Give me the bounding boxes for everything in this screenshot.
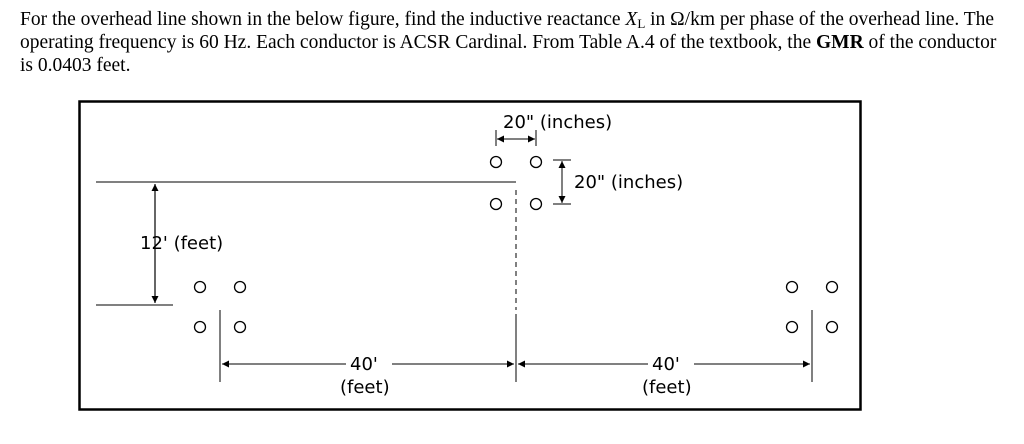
conductor-circle (531, 199, 542, 210)
problem-text-part3: of the conductor is 0.0403 feet. (20, 32, 997, 76)
conductor-circle (827, 322, 838, 333)
figure-frame (80, 102, 861, 410)
reactance-subscript: L (637, 16, 646, 31)
conductor-circle (531, 157, 542, 168)
vertical-spacing-label: 20" (inches) (574, 172, 684, 193)
problem-text-part1: For the overhead line shown in the below figure, find the inductive reactance (20, 9, 626, 30)
left-span-unit-label: (feet) (340, 377, 390, 398)
conductor-circle (787, 322, 798, 333)
line-geometry-figure (78, 100, 862, 417)
conductor-circle (235, 322, 246, 333)
conductor-circle (195, 322, 206, 333)
right-span-distance-label: 40' (652, 354, 680, 375)
left-conductor-bundle (195, 282, 246, 383)
right-conductor-bundle (787, 282, 838, 383)
conductor-circle (491, 157, 502, 168)
right-span-unit-label: (feet) (642, 377, 692, 398)
conductor-circle (827, 282, 838, 293)
problem-statement (20, 8, 1010, 77)
middle-conductor-bundle (491, 157, 542, 383)
conductor-circle (491, 199, 502, 210)
problem-text-part2: in Ω/km per phase of the overhead line. The operating frequency is 60 Hz. Each conductor is ACSR Cardinal. From Table A.4 of the textbook, the (20, 9, 995, 53)
conductor-circle (195, 282, 206, 293)
figure-svg (78, 100, 862, 412)
horizontal-spacing-label: 20" (inches) (503, 112, 613, 133)
conductor-circle (235, 282, 246, 293)
height-label: 12' (feet) (140, 233, 224, 254)
left-span-distance-label: 40' (350, 354, 378, 375)
gmr-term: GMR (816, 32, 864, 53)
conductor-circle (787, 282, 798, 293)
reactance-symbol: X (625, 9, 638, 30)
